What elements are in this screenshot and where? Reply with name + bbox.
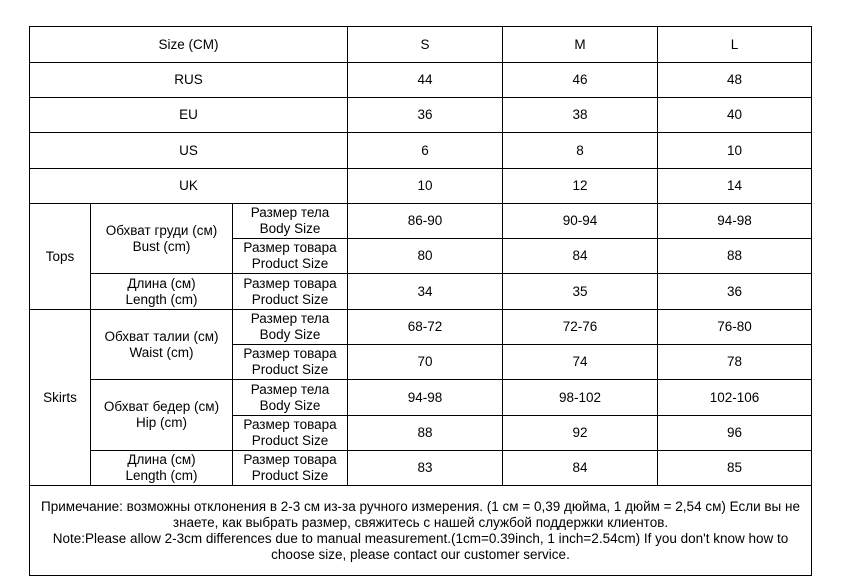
body-size-ru: Размер тела [250,381,330,397]
table-cell: 44 [348,63,503,98]
table-cell: 6 [348,133,503,169]
table-cell: 72-76 [503,310,658,345]
product-size-en: Product Size [251,468,329,483]
product-size-en: Product Size [251,256,329,271]
table-cell: 85 [658,451,812,486]
body-size-label [233,380,348,416]
table-cell: 84 [503,239,658,274]
table-cell: 40 [658,98,812,133]
table-cell: 98-102 [503,380,658,416]
size-header-label: Size (CM) [30,27,348,63]
table-cell: 35 [503,274,658,310]
tops-label: Tops [30,204,91,310]
product-size-ru: Размер товара [243,275,337,291]
table-cell: 78 [658,345,812,380]
table-cell: 36 [658,274,812,310]
size-l-header: L [658,27,812,63]
table-cell: 94-98 [348,380,503,416]
table-cell: 10 [658,133,812,169]
bust-label [91,204,233,274]
table-cell: 94-98 [658,204,812,239]
product-size-label [233,416,348,451]
table-cell: 80 [348,239,503,274]
table-cell: 83 [348,451,503,486]
hip-label-en: Hip (cm) [136,415,187,430]
table-cell: 14 [658,169,812,204]
length-label [91,451,233,486]
tops-bust-body-row [30,204,812,239]
size-m-header: M [503,27,658,63]
length-label-en: Length (cm) [125,468,198,483]
product-size-en: Product Size [251,362,329,377]
region-label: UK [30,169,348,204]
note-cell [30,486,812,576]
body-size-ru: Размер тела [250,205,330,220]
region-row-us [30,133,812,169]
body-size-label [233,204,348,239]
product-size-en: Product Size [251,433,329,448]
table-cell: 8 [503,133,658,169]
size-chart [29,26,811,573]
table-cell: 88 [658,239,812,274]
table-cell: 86-90 [348,204,503,239]
product-size-label [233,345,348,380]
product-size-label [233,274,348,310]
table-cell: 70 [348,345,503,380]
hip-label-ru: Обхват бедер (см) [103,399,220,414]
waist-label [91,310,233,380]
table-cell: 46 [503,63,658,98]
note-en: Note:Please allow 2-3cm differences due to manual measurement.(1cm=0.39inch, 1 inch=2.54cm) If you don't know how to choose size, please contact our customer service. [52,530,789,562]
table-cell: 34 [348,274,503,310]
body-size-en: Body Size [259,327,321,342]
length-label [91,274,233,310]
product-size-label [233,239,348,274]
skirts-waist-body-row [30,310,812,345]
product-size-label [233,451,348,486]
table-cell: 74 [503,345,658,380]
table-cell: 76-80 [658,310,812,345]
body-size-label [233,310,348,345]
table-cell: 36 [348,98,503,133]
size-table [29,26,812,576]
length-label-en: Length (cm) [125,291,198,307]
table-cell: 90-94 [503,204,658,239]
table-cell: 38 [503,98,658,133]
region-label: EU [30,98,348,133]
body-size-en: Body Size [259,221,321,236]
table-cell: 12 [503,169,658,204]
skirts-length-row [30,451,812,486]
table-cell: 96 [658,416,812,451]
header-row [30,27,812,63]
table-cell: 48 [658,63,812,98]
table-cell: 92 [503,416,658,451]
product-size-ru: Размер товара [243,452,337,467]
product-size-ru: Размер товара [243,417,337,432]
region-row-uk [30,169,812,204]
region-row-eu [30,98,812,133]
table-cell: 10 [348,169,503,204]
region-label: RUS [30,63,348,98]
body-size-en: Body Size [259,397,321,413]
waist-label-en: Waist (cm) [129,344,194,360]
skirts-label: Skirts [30,310,91,486]
length-label-ru: Длина (см) [127,275,196,291]
tops-length-row [30,274,812,310]
product-size-ru: Размер товара [243,346,337,361]
note-row [30,486,812,576]
length-label-ru: Длина (см) [127,452,196,467]
region-label: US [30,133,348,169]
note-ru: Примечание: возможны отклонения в 2-3 см из-за ручного измерения. (1 см = 0,39 дюйма, 1 дюйм = 2,54 см) Если вы не знаете, как выбрать размер, свяжитесь с нашей службой поддержки клиентов. [41,498,800,530]
product-size-ru: Размер товара [243,240,337,255]
size-s-header: S [348,27,503,63]
bust-label-ru: Обхват груди (см) [105,222,218,238]
table-cell: 84 [503,451,658,486]
hip-label [91,380,233,451]
region-row-rus [30,63,812,98]
bust-label-en: Bust (cm) [132,238,191,254]
waist-label-ru: Обхват талии (см) [104,328,219,344]
table-cell: 88 [348,416,503,451]
body-size-ru: Размер тела [250,311,330,326]
product-size-en: Product Size [251,291,329,307]
table-cell: 102-106 [658,380,812,416]
skirts-hip-body-row [30,380,812,416]
table-cell: 68-72 [348,310,503,345]
